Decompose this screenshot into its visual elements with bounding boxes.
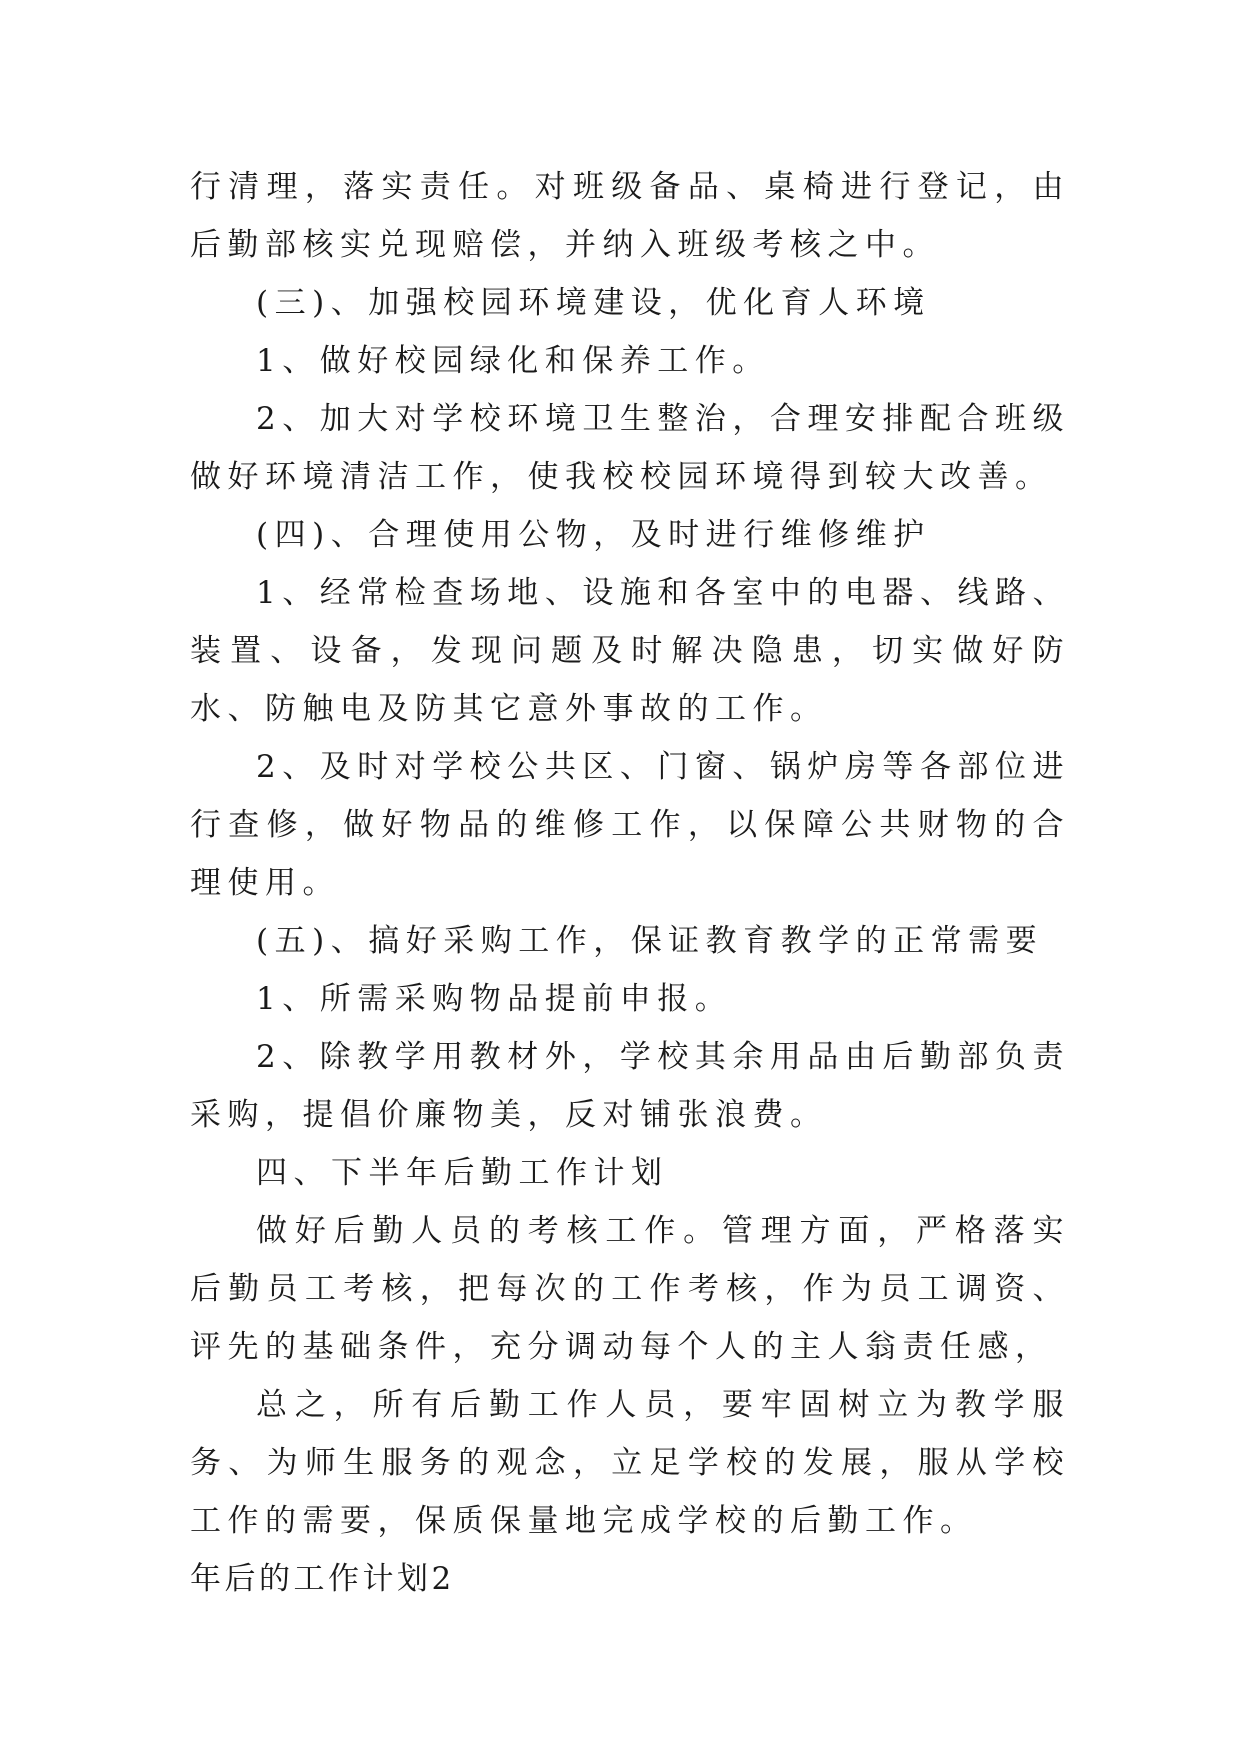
paragraph: 做好后勤人员的考核工作。管理方面，严格落实后勤员工考核，把每次的工作考核，作为员工调资、评先的基础条件，充分调动每个人的主人翁责任感， (190, 1213, 1070, 1365)
list-item: 1、所需采购物品提前申报。 (256, 981, 733, 1017)
document-subtitle: 年后的工作计划2 (190, 1561, 455, 1597)
section-heading-five: (五)、搞好采购工作，保证教育教学的正常需要 (256, 923, 1044, 959)
paragraph-continued: 行清理，落实责任。对班级备品、桌椅进行登记，由后勤部核实兑现赔偿，并纳入班级考核之中。 (190, 169, 1070, 263)
section-heading-three: (三)、加强校园环境建设，优化育人环境 (256, 285, 931, 321)
list-item: 2、加大对学校环境卫生整治，合理安排配合班级做好环境清洁工作，使我校校园环境得到较大改善。 (190, 401, 1070, 495)
document-body (190, 158, 1070, 1608)
list-item: 2、除教学用教材外，学校其余用品由后勤部负责采购，提倡价廉物美，反对铺张浪费。 (190, 1039, 1070, 1133)
section-heading-four: (四)、合理使用公物，及时进行维修维护 (256, 517, 931, 553)
paragraph-summary: 总之，所有后勤工作人员，要牢固树立为教学服务、为师生服务的观念，立足学校的发展，服从学校工作的需要，保质保量地完成学校的后勤工作。 (190, 1387, 1070, 1539)
list-item: 2、及时对学校公共区、门窗、锅炉房等各部位进行查修，做好物品的维修工作，以保障公共财物的合理使用。 (190, 749, 1070, 901)
section-heading-plan: 四、下半年后勤工作计划 (256, 1155, 669, 1191)
list-item: 1、经常检查场地、设施和各室中的电器、线路、装置、设备，发现问题及时解决隐患，切实做好防水、防触电及防其它意外事故的工作。 (190, 575, 1070, 727)
list-item: 1、做好校园绿化和保养工作。 (256, 343, 770, 379)
